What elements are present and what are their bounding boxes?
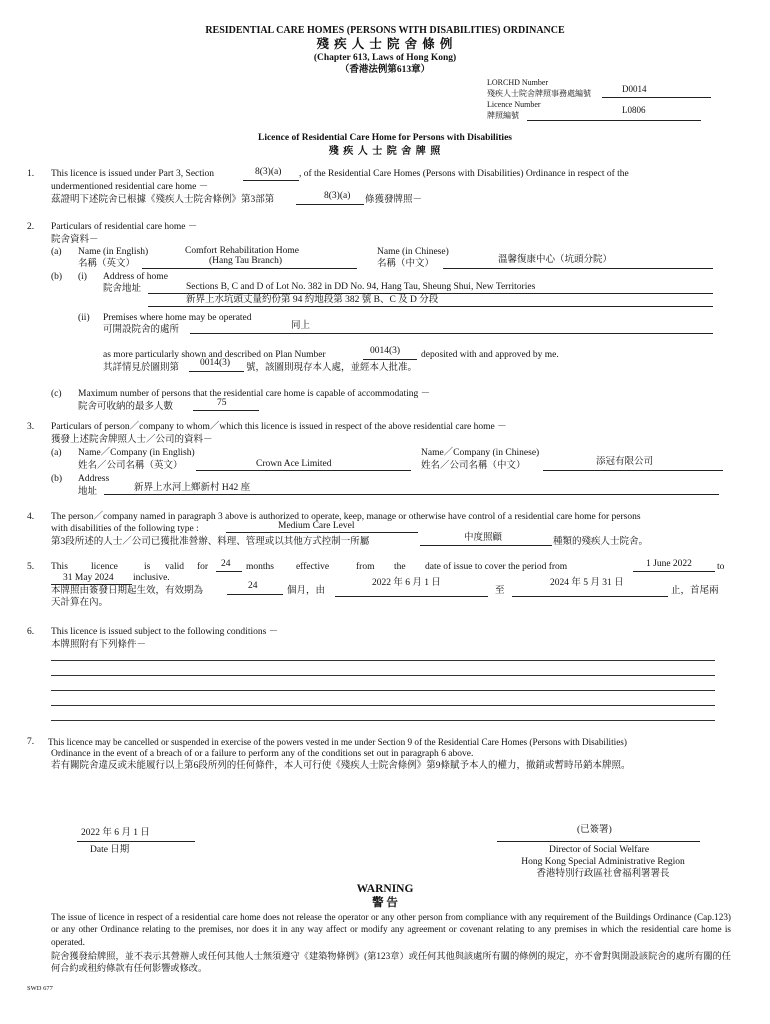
ordinance-title-zh: 殘 疾 人 士 院 舍 條 例 (316, 37, 454, 51)
section-2a-marker: (a) (51, 247, 62, 257)
home-type-value: Medium Care Level (278, 521, 355, 531)
chapter-zh: （香港法例第613章） (339, 65, 431, 75)
s5-word-for: for (197, 562, 209, 572)
home-type-zh-field (420, 535, 552, 546)
home-name-en-value-1: Comfort Rehabilitation Home (185, 246, 299, 256)
section-4-number: 4. (27, 512, 35, 522)
home-name-en-field (142, 258, 357, 269)
licensee-name-en-label-zh: 姓名／公司名稱（英文） (78, 461, 183, 471)
section-3b-marker: (b) (51, 474, 63, 484)
plan-number-field (363, 346, 417, 360)
home-name-zh-label: Name (in Chinese) (377, 247, 449, 257)
period-from-zh-field (335, 578, 488, 597)
plan-text-b: deposited with and approved by me. (421, 350, 559, 360)
condition-line-3 (51, 690, 715, 691)
period-to-value: 31 May 2024 (63, 573, 114, 583)
home-name-zh-label-zh: 名稱（中文） (377, 259, 435, 269)
licensee-address-label-en: Address (78, 474, 110, 484)
home-name-zh-field (443, 255, 713, 269)
s5-word-valid: valid (165, 562, 184, 572)
plan-text-zh-b: 號，該圖則現存本人處，並經本人批准。 (246, 363, 418, 373)
section-7-text-en-1: This licence may be cancelled or suspended in exercise of the powers vested in me under Section 9 of the Residential Care Homes (Persons with Disabilities) (48, 737, 627, 747)
licence-title-en: Licence of Residential Care Home for Persons with Disabilities (257, 133, 512, 143)
section-6-text-zh: 本牌照附有下列條件－ (51, 640, 147, 650)
valid-months-zh-value: 24 (248, 581, 258, 591)
address-zh-value: 新界上水坑頭丈量約份第 94 約地段第 382 號 B、C 及 D 分段 (186, 295, 439, 305)
home-name-zh-value: 溫馨復康中心（坑頭分院） (498, 255, 613, 265)
plan-number-zh-field (189, 358, 244, 372)
s5-word-to: to (717, 562, 725, 572)
section-2b-i-marker: (i) (78, 272, 87, 282)
address-field-1 (148, 283, 713, 294)
section-6-number: 6. (27, 627, 35, 637)
licensee-name-zh-label-zh: 姓名／公司名稱（中文） (421, 461, 526, 471)
section-1-text-b: , of the Residential Care Homes (Persons with Disabilities) Ordinance in respect of the (299, 169, 629, 179)
s5-text-zh-e: 天計算在內。 (51, 598, 109, 608)
condition-line-4 (51, 705, 715, 706)
section-4-text-a: The person／company named in paragraph 3 above is authorized to operate, keep, manage or otherwise have control of a residential care home for persons (51, 512, 641, 522)
period-from-field (633, 561, 715, 572)
plan-number-value: 0014(3) (370, 346, 401, 356)
section-2b-ii-marker: (ii) (78, 313, 90, 323)
section-5-number: 5. (27, 562, 35, 572)
licence-number-field (527, 105, 701, 121)
s5-text-zh-d: 止，首尾兩 (671, 586, 719, 596)
licensee-address-value: 新界上水河上鄉新村 H42 座 (134, 483, 251, 493)
licensee-name-zh-label: Name／Company (in Chinese) (421, 448, 540, 458)
section-2b-marker: (b) (51, 272, 63, 282)
premises-label-zh: 可開設院舍的處所 (103, 325, 180, 335)
plan-text-a: as more particularly shown and described on Plan Number (103, 350, 326, 360)
period-from-zh-value: 2022 年 6 月 1 日 (372, 578, 441, 588)
valid-months-zh-field (227, 581, 283, 595)
s5-word-this: This (51, 562, 68, 572)
licence-number-label-zh: 牌照編號 (487, 111, 519, 120)
warning-text-zh: 院舍獲發給牌照，並不表示其營辦人或任何其他人士無須遵守《建築物條例》(第123章）或任何其他與該處所有關的條例的規定，亦不會對與開設該院舍的處所有關的任何合約或租約條款有任何影響或修改。 (51, 951, 731, 974)
home-name-en-label: Name (in English) (78, 247, 149, 257)
licensee-address-label-zh: 地址 (78, 487, 98, 497)
address-label-en: Address of home (103, 272, 168, 282)
address-en-value: Sections B, C and D of Lot No. 382 in DD No. 94, Hang Tau, Sheung Shui, New Territories (186, 282, 536, 292)
director-region-en: Hong Kong Special Administrative Region (521, 857, 685, 867)
section-3-intro-zh: 獲發上述院舍牌照人士／公司的資料－ (51, 435, 213, 445)
s5-word-is: is (144, 562, 151, 572)
condition-line-2 (51, 675, 715, 676)
warning-text-en: The issue of licence in respect of a residential care home does not release the operator or any other person from compliance with any requirement of the Buildings Ordinance (Cap.123) or any other Ordinance relating to the premises, nor does it in any way affect or modify any agreement or covenant relating to any premises in which the residential care home is operated. (51, 912, 731, 947)
lorchd-label-zh: 殘疾人士院舍牌照事務處編號 (487, 89, 591, 98)
premises-value: 同上 (291, 321, 311, 331)
home-name-en-label-zh: 名稱（英文） (78, 259, 136, 269)
s5-word-the: the (394, 562, 406, 572)
signature-field (497, 825, 700, 842)
lorchd-value: D0014 (622, 84, 647, 94)
section-3-number: 3. (27, 422, 35, 432)
period-to-zh-field (512, 578, 668, 597)
section-1-text-zh-b: 條獲發牌照－ (365, 195, 423, 205)
section-3a-marker: (a) (51, 448, 62, 458)
home-name-en-value-2: (Hang Tau Branch) (209, 256, 283, 266)
section-1-zh-field (296, 191, 364, 205)
section-2-number: 2. (27, 222, 35, 232)
s5-word-inclusive: inclusive. (133, 573, 170, 583)
section-7-text-en-2: Ordinance in the event of a breach of or a failure to perform any of the conditions set out in paragraph 6 above. (51, 749, 474, 759)
section-1-number: 1. (27, 169, 35, 179)
section-1-section-field (243, 167, 299, 181)
signature-value: (已簽署) (577, 825, 612, 835)
issue-date-field (77, 828, 195, 842)
section-6-text-en: This licence is issued subject to the following conditions － (51, 627, 279, 637)
home-type-zh-value: 中度照顧 (464, 533, 503, 543)
period-to-field (51, 574, 132, 585)
section-1-text-c: undermentioned residential care home － (51, 182, 209, 192)
licensee-name-en-label: Name／Company (in English) (78, 448, 195, 458)
s5-text-zh-b: 個月，由 (287, 586, 326, 596)
condition-line-1 (51, 660, 715, 661)
section-2-intro-en: Particulars of residential care home － (51, 222, 198, 232)
section-7-text-zh: 若有關院舍違反或未能履行以上第6段所列的任何條件，本人可行使《殘疾人士院舍條例》第9條賦予本人的權力，撤銷或暫時吊銷本牌照。 (51, 761, 631, 771)
section-4-text-b: with disabilities of the following type : (51, 524, 199, 534)
licence-number-value: L0806 (622, 105, 646, 115)
section-3-intro-en: Particulars of person／company to whom／which this licence is issued in respect of the above residential care home － (51, 422, 507, 432)
section-1-text-a: This licence is issued under Part 3, Section (51, 169, 215, 179)
address-label-zh: 院舍地址 (103, 284, 142, 294)
section-1-section-value: 8(3)(a) (255, 167, 282, 177)
licensee-name-en-value: Crown Ace Limited (256, 459, 332, 469)
s5-text-zh-c: 至 (495, 586, 505, 596)
max-persons-field (193, 400, 259, 411)
section-7-number: 7. (27, 737, 35, 747)
warning-title-en: WARNING (356, 883, 414, 895)
ordinance-title-en: RESIDENTIAL CARE HOMES (PERSONS WITH DISABILITIES) ORDINANCE (205, 25, 565, 36)
licence-title-zh: 殘 疾 人 士 院 舍 牌 照 (328, 146, 442, 157)
lorchd-field (602, 84, 711, 98)
lorchd-label-en: LORCHD Number (487, 78, 549, 87)
plan-text-zh-a: 其詳情見於圖則第 (103, 363, 180, 373)
issue-date-value: 2022 年 6 月 1 日 (81, 828, 150, 838)
licensee-name-en-field (196, 460, 411, 471)
licence-number-label-en: Licence Number (487, 100, 541, 109)
s5-text-period: date of issue to cover the period from (425, 562, 568, 572)
period-from-value: 1 June 2022 (646, 559, 692, 569)
max-persons-label-zh: 院舍可收納的最多人數 (78, 402, 174, 412)
premises-field (190, 323, 713, 334)
s5-word-months: months (246, 562, 274, 572)
issue-date-label: Date 日期 (90, 845, 130, 855)
warning-title-zh: 警 告 (372, 897, 398, 909)
home-type-field (226, 522, 418, 533)
valid-months-field (216, 561, 242, 572)
s5-word-licence: licence (91, 562, 118, 572)
section-1-text-zh-a: 茲證明下述院舍已根據《殘疾人士院舍條例》第3部第 (51, 195, 275, 205)
section-4-text-zh-a: 第3段所述的人士／公司已獲批准營辦、料理、管理或以其他方式控制一所屬 (51, 537, 370, 547)
address-field-2 (148, 296, 713, 307)
director-title-en: Director of Social Welfare (548, 845, 650, 855)
licensee-name-zh-value: 添冠有限公司 (596, 457, 654, 467)
section-2-intro-zh: 院舍資料－ (51, 235, 99, 245)
s5-word-from: from (356, 562, 375, 572)
section-2c-marker: (c) (51, 389, 62, 399)
s5-word-effective: effective (296, 562, 330, 572)
s5-text-zh-a: 本牌照由簽發日期起生效，有效期為 (51, 586, 204, 596)
section-1-zh-value: 8(3)(a) (324, 191, 351, 201)
licensee-address-field (104, 484, 719, 495)
period-to-zh-value: 2024 年 5 月 31 日 (550, 578, 624, 588)
plan-number-zh-value: 0014(3) (200, 358, 231, 368)
max-persons-value: 75 (217, 398, 227, 408)
licensee-name-zh-field (543, 457, 723, 471)
section-4-text-zh-b: 種類的殘疾人士院舍。 (553, 537, 649, 547)
premises-label-en: Premises where home may be operated (103, 313, 252, 323)
condition-line-5 (51, 720, 715, 721)
chapter-en: (Chapter 613, Laws of Hong Kong) (313, 53, 457, 63)
max-persons-label-en: Maximum number of persons that the residential care home is capable of accommodating － (78, 389, 431, 399)
form-code: SWD 677 (27, 985, 53, 992)
director-title-zh: 香港特別行政區社會福利署署長 (536, 869, 670, 879)
valid-months-value: 24 (221, 559, 231, 569)
